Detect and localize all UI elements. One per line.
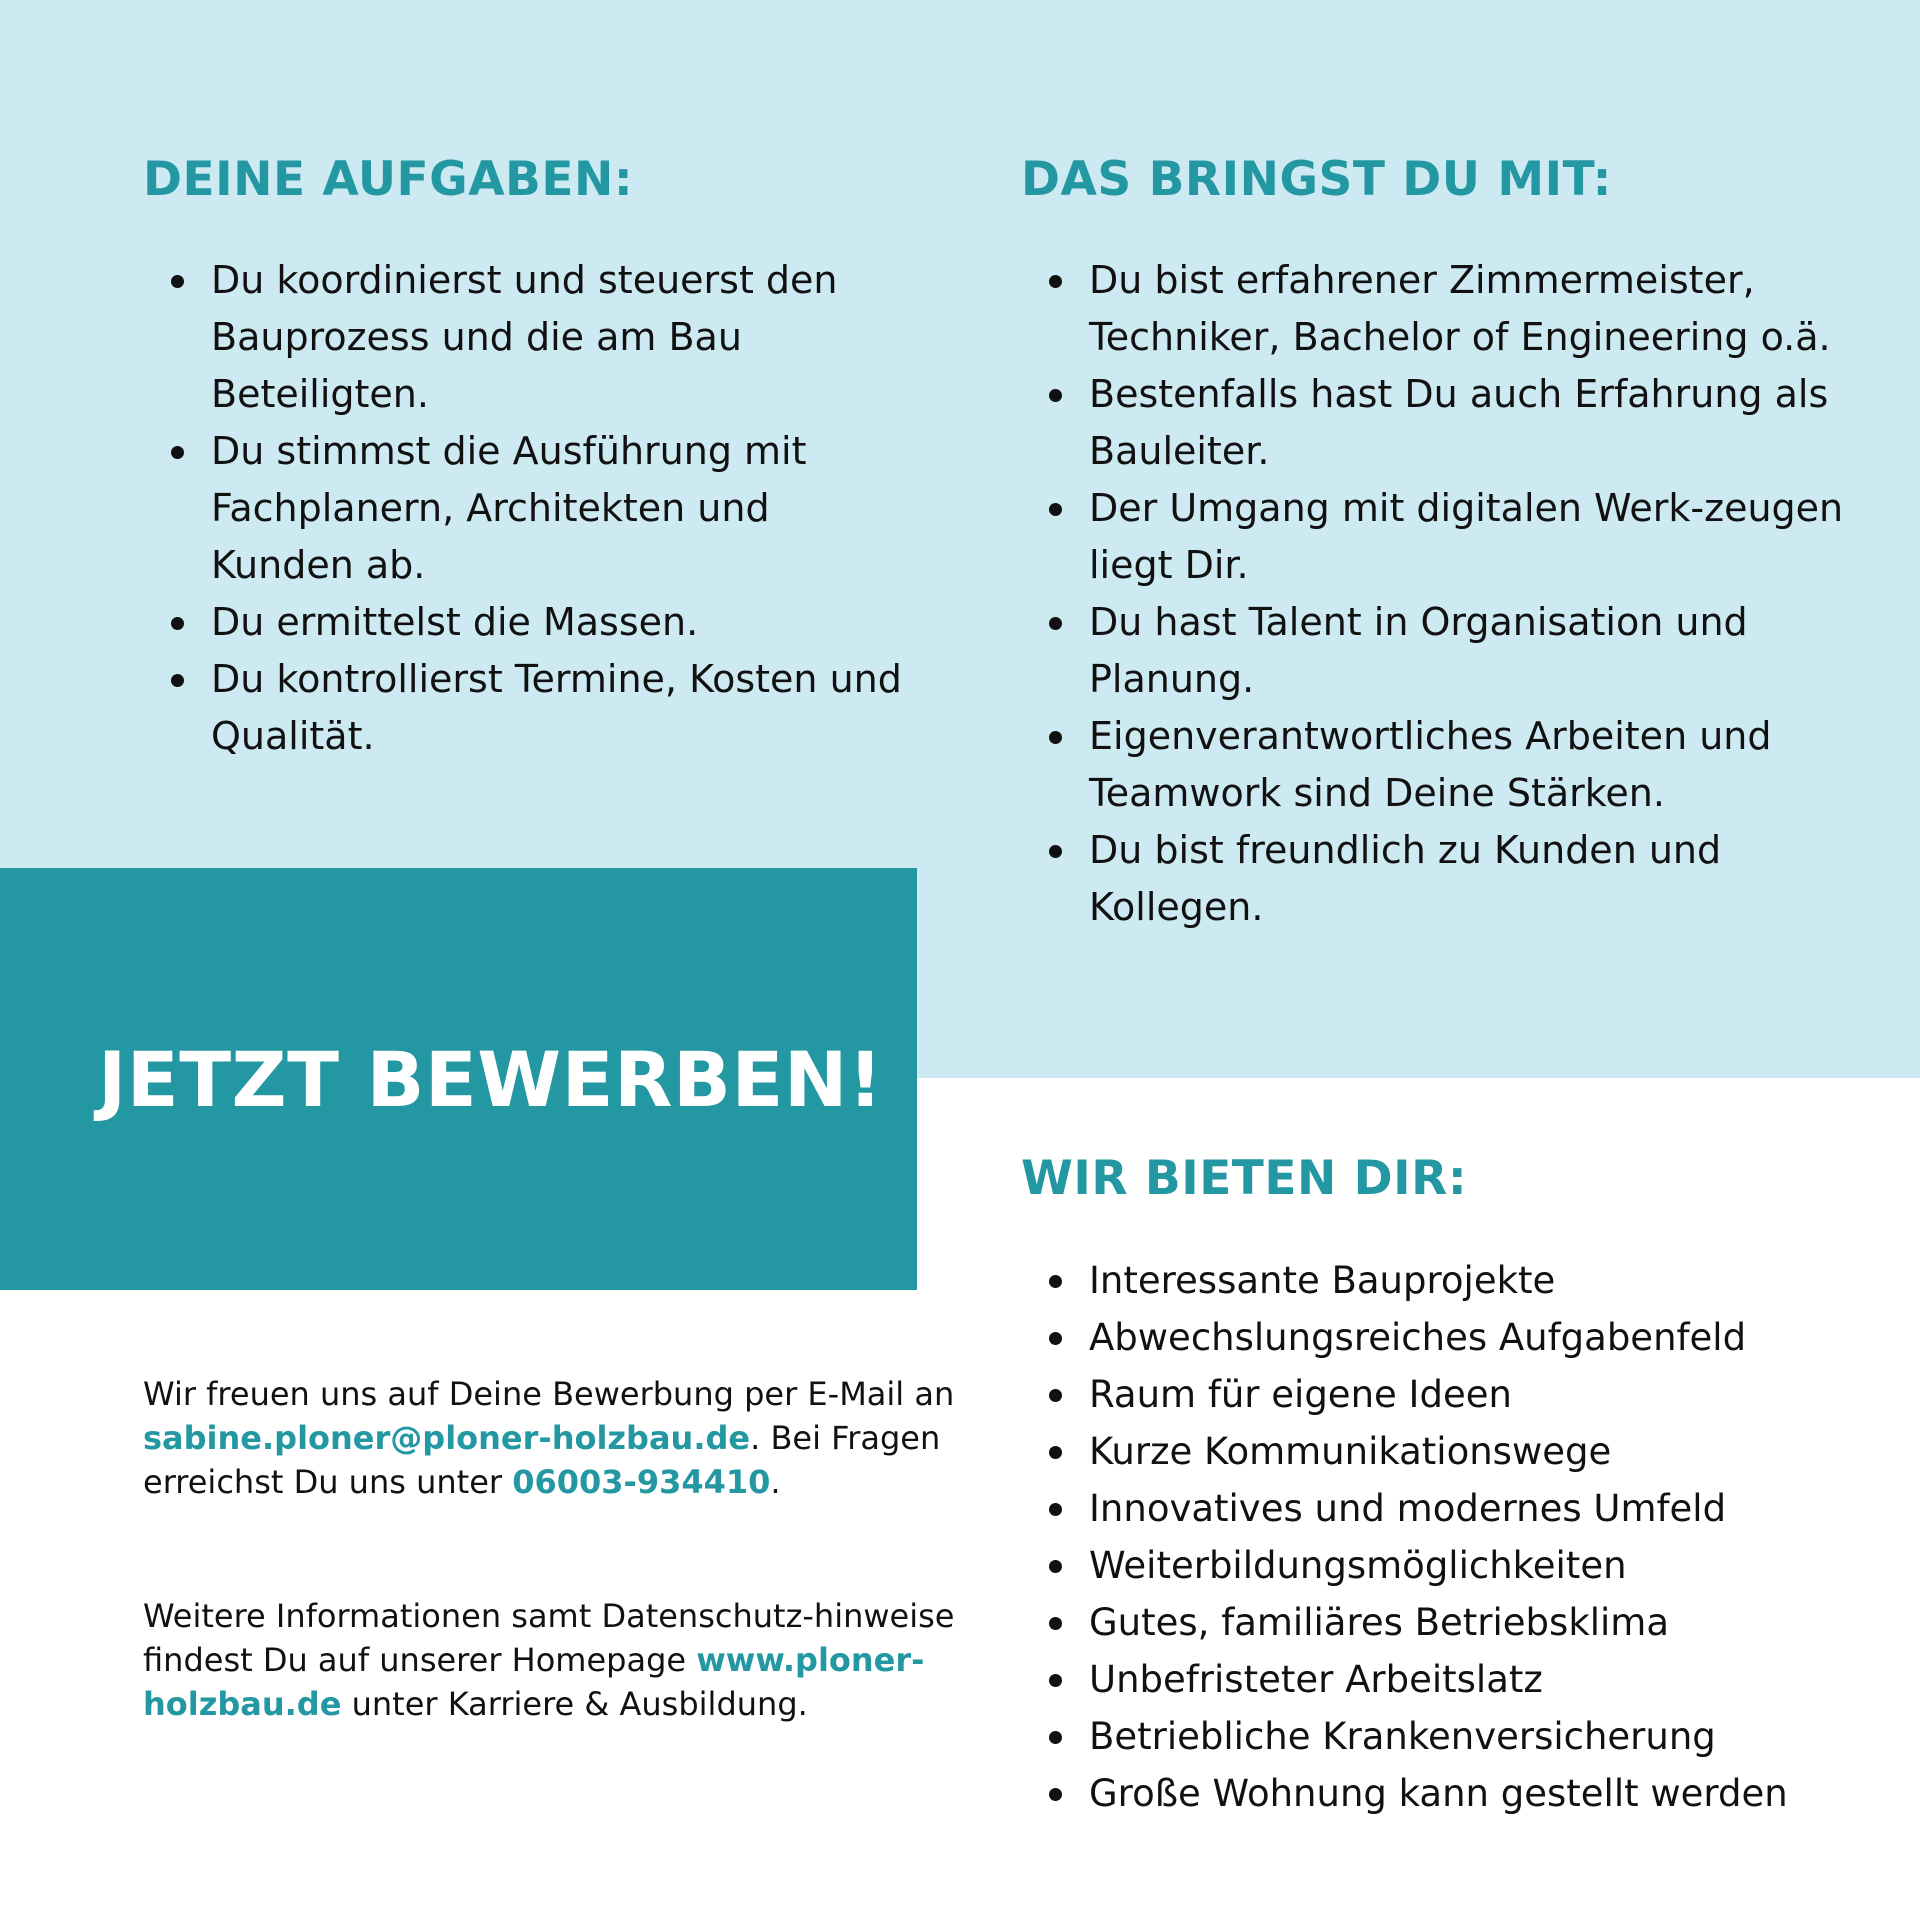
list-item: Betriebliche Krankenversicherung	[1021, 1708, 1920, 1765]
info-after: unter Karriere & Ausbildung.	[341, 1685, 808, 1723]
list-item: Du koordinierst und steuerst den Bauprozess und die am Bau Beteiligten.	[143, 252, 913, 423]
cta-heading: JETZT BEWERBEN!	[98, 1035, 884, 1124]
website-link[interactable]: www.ploner-holzbau.de	[143, 1641, 925, 1723]
list-item: Bestenfalls hast Du auch Erfahrung als Bauleiter.	[1021, 366, 1901, 480]
list-item: Gutes, familiäres Betriebsklima	[1021, 1594, 1920, 1651]
info-paragraph	[143, 1594, 963, 1726]
list-item: Abwechslungsreiches Aufgabenfeld	[1021, 1309, 1920, 1366]
list-item: Interessante Bauprojekte	[1021, 1252, 1920, 1309]
list-bieten	[1021, 1252, 1920, 1822]
list-item: Du hast Talent in Organisation und Planung.	[1021, 594, 1901, 708]
contact-after-phone: .	[770, 1463, 781, 1501]
list-bringst	[1021, 252, 1901, 936]
list-item: Du bist freundlich zu Kunden und Kollegen.	[1021, 822, 1901, 936]
list-item: Kurze Kommunikationswege	[1021, 1423, 1920, 1480]
list-item: Unbefristeter Arbeitslatz	[1021, 1651, 1920, 1708]
contact-paragraph	[143, 1372, 963, 1504]
list-item: Innovatives und modernes Umfeld	[1021, 1480, 1920, 1537]
list-item: Raum für eigene Ideen	[1021, 1366, 1920, 1423]
list-aufgaben	[143, 252, 913, 765]
list-item: Du kontrollierst Termine, Kosten und Qualität.	[143, 651, 913, 765]
list-item: Der Umgang mit digitalen Werk-zeugen liegt Dir.	[1021, 480, 1901, 594]
phone-link[interactable]: 06003-934410	[512, 1463, 771, 1501]
list-item: Du ermittelst die Massen.	[143, 594, 913, 651]
list-item: Eigenverantwortliches Arbeiten und Teamwork sind Deine Stärken.	[1021, 708, 1901, 822]
list-item: Du bist erfahrener Zimmermeister, Techniker, Bachelor of Engineering o.ä.	[1021, 252, 1901, 366]
contact-intro: Wir freuen uns auf Deine Bewerbung per E-Mail an	[143, 1375, 955, 1413]
list-item: Weiterbildungsmöglichkeiten	[1021, 1537, 1920, 1594]
list-item: Du stimmst die Ausführung mit Fachplanern, Architekten und Kunden ab.	[143, 423, 913, 594]
list-item: Große Wohnung kann gestellt werden	[1021, 1765, 1920, 1822]
info-text: Weitere Informationen samt Datenschutz-hinweise findest Du auf unserer Homepage	[143, 1597, 955, 1679]
email-link[interactable]: sabine.ploner@ploner-holzbau.de	[143, 1419, 751, 1457]
heading-bieten: WIR BIETEN DIR:	[1021, 1151, 1468, 1206]
contact-after-email: . Bei Fragen erreichst Du uns unter	[143, 1419, 941, 1501]
heading-bringst: DAS BRINGST DU MIT:	[1021, 152, 1612, 207]
heading-aufgaben: DEINE AUFGABEN:	[143, 152, 634, 207]
